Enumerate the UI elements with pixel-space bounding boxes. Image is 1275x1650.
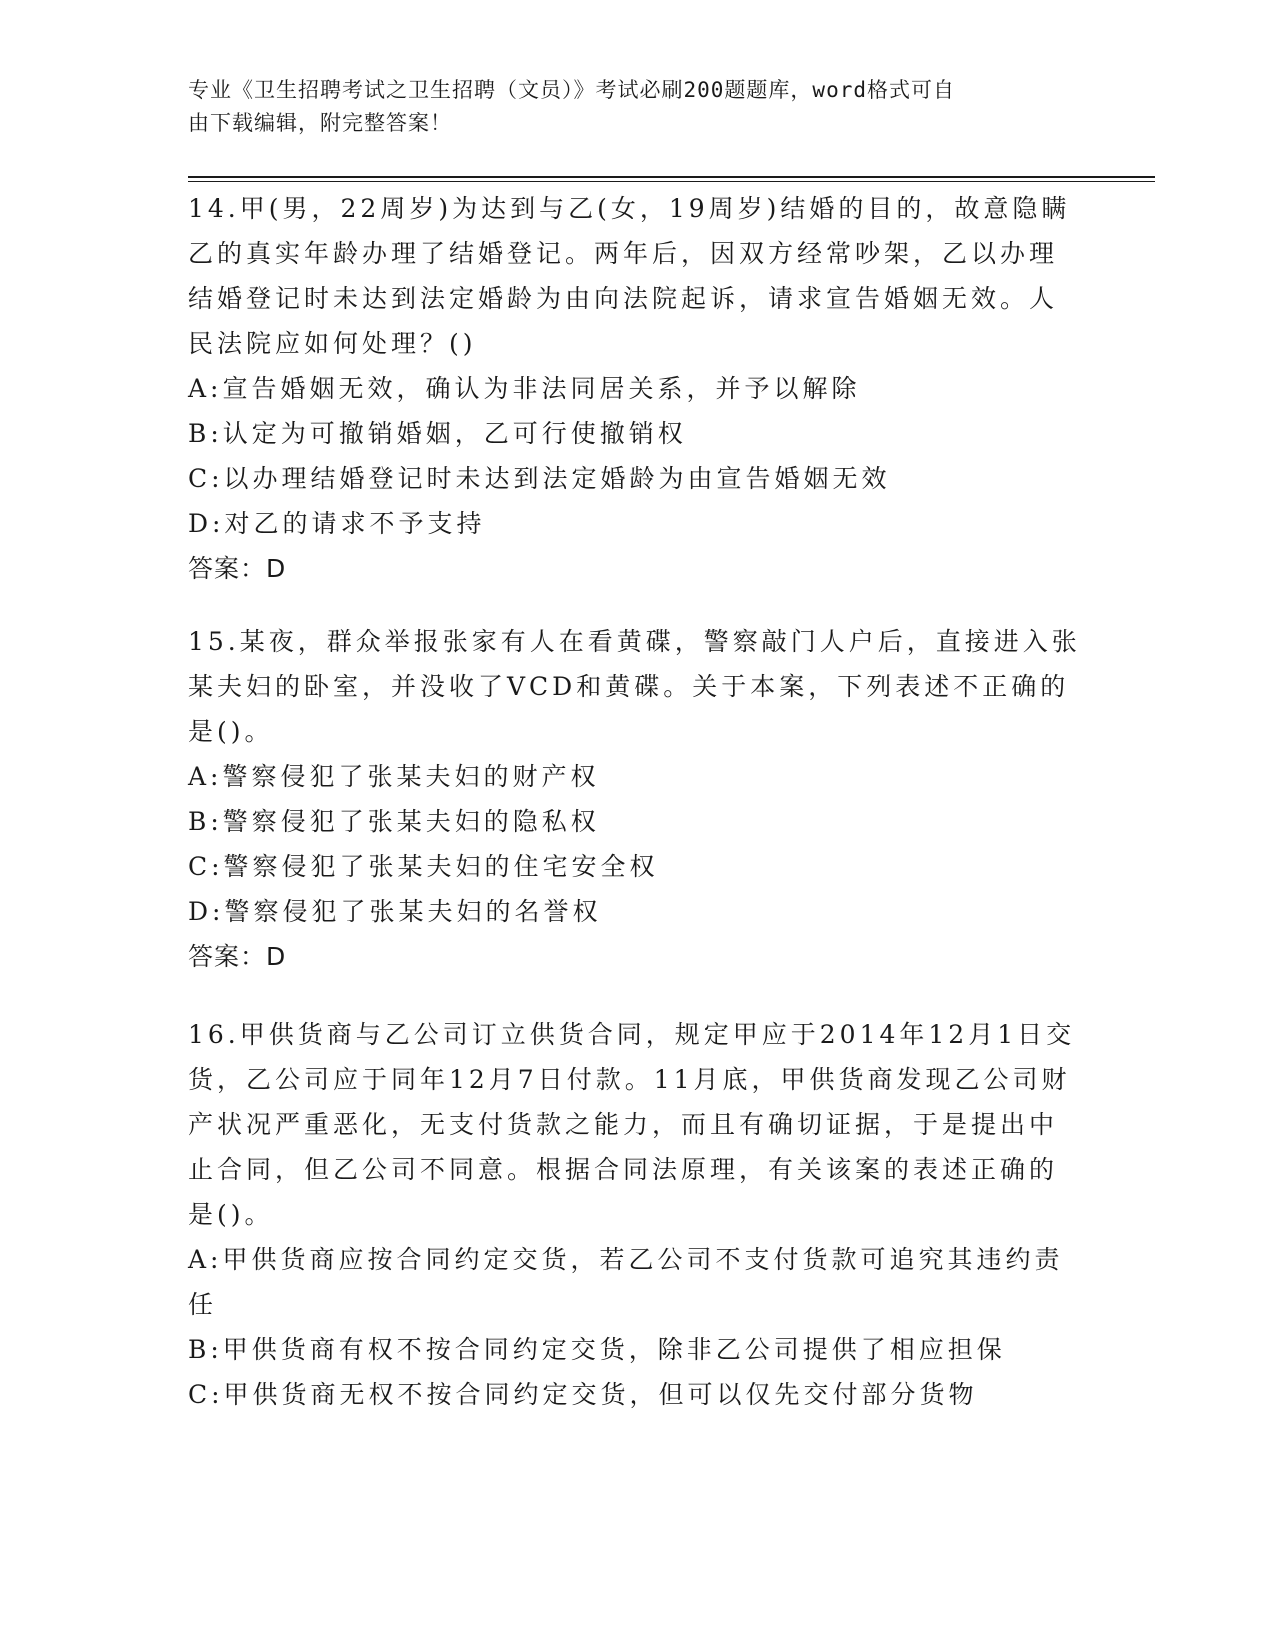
- option-c: C:甲供货商无权不按合同约定交货，但可以仅先交付部分货物: [188, 1380, 978, 1409]
- option-a: A:警察侵犯了张某夫妇的财产权: [188, 762, 600, 791]
- answer-label: 答案：D: [188, 942, 287, 971]
- option-a: A:宣告婚姻无效，确认为非法同居关系，并予以解除: [188, 374, 861, 403]
- question-stem: 15.某夜，群众举报张家有人在看黄碟，警察敲门人户后，直接进入张 某夫妇的卧室，并没收了VCD和黄碟。关于本案，下列表述不正确的 是()。: [188, 627, 1081, 746]
- option-c: C:以办理结婚登记时未达到法定婚龄为由宣告婚姻无效: [188, 464, 891, 493]
- option-a: A:甲供货商应按合同约定交货，若乙公司不支付货款可追究其违约责 任: [188, 1245, 1064, 1319]
- question-16: [188, 1012, 1088, 1417]
- option-b: B:认定为可撤销婚姻，乙可行使撤销权: [188, 419, 687, 448]
- document-header: [188, 74, 1068, 140]
- question-14: [188, 186, 1088, 591]
- option-c: C:警察侵犯了张某夫妇的住宅安全权: [188, 852, 659, 881]
- header-line-2: 由下载编辑，附完整答案！: [188, 111, 452, 135]
- header-divider-thick: [188, 176, 1155, 178]
- option-b: B:甲供货商有权不按合同约定交货，除非乙公司提供了相应担保: [188, 1335, 1006, 1364]
- option-d: D:对乙的请求不予支持: [188, 509, 486, 538]
- header-line-1: 专业《卫生招聘考试之卫生招聘（文员）》考试必刷200题题库，word格式可自: [188, 78, 955, 102]
- question-stem: 14.甲(男，22周岁)为达到与乙(女，19周岁)结婚的目的，故意隐瞒 乙的真实年龄办理了结婚登记。两年后，因双方经常吵架，乙以办理 结婚登记时未达到法定婚龄为由向法院起诉，请求宣告婚姻无效。人 民法院应如何处理？(): [188, 194, 1071, 358]
- option-b: B:警察侵犯了张某夫妇的隐私权: [188, 807, 600, 836]
- option-d: D:警察侵犯了张某夫妇的名誉权: [188, 897, 602, 926]
- question-stem: 16.甲供货商与乙公司订立供货合同，规定甲应于2014年12月1日交 货，乙公司应于同年12月7日付款。11月底，甲供货商发现乙公司财 产状况严重恶化，无支付货款之能力，而且有确切证据，于是提出中 止合同，但乙公司不同意。根据合同法原理，有关该案的表述正确的 是()。: [188, 1020, 1076, 1229]
- question-15: [188, 619, 1088, 979]
- answer-label: 答案：D: [188, 554, 287, 583]
- header-divider-thin: [188, 181, 1155, 182]
